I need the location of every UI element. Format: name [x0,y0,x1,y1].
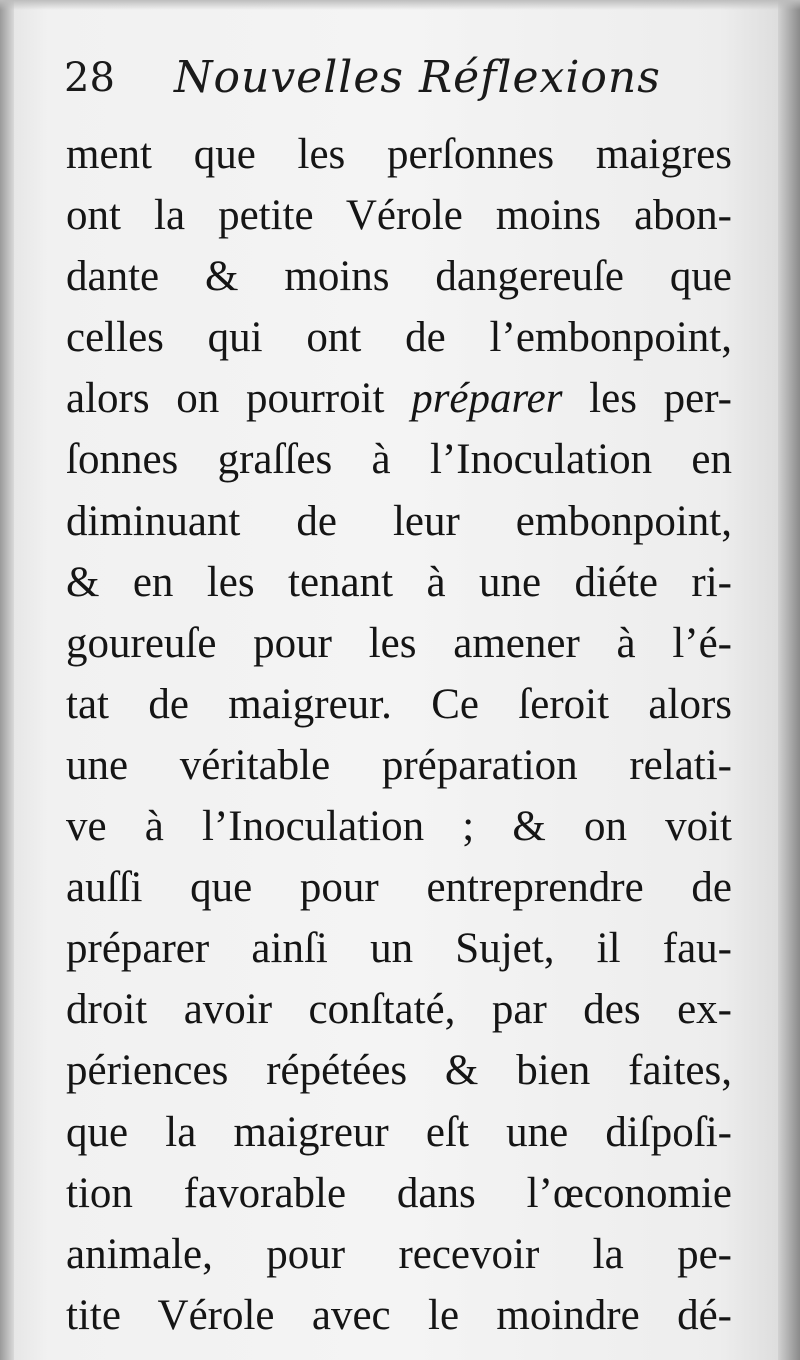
text-line: périences répétées & bien faites, [66,1047,732,1095]
page-number: 28 [64,55,115,101]
text-line: ont la petite Vérole moins abon- [66,192,732,240]
text-line: droit avoir conſtaté, par des ex- [66,986,732,1034]
page-right-edge-shadow [778,0,800,1360]
text-line: que la maigreur eſt une diſpoſi- [66,1108,732,1156]
text-line: auſſi que pour entreprendre de [66,864,732,912]
text-line: animale, pour recevoir la pe- [66,1230,732,1278]
text-line: tat de maigreur. Ce ſeroit alors [66,680,732,728]
page-left-edge-shadow [0,0,14,1360]
text-line: tion favorable dans l’œconomie [66,1169,732,1217]
page-top-edge-shadow [0,0,800,10]
text-line: ve à l’Inoculation ; & on voit [66,803,732,851]
body-text [66,124,732,1346]
page-header [64,48,744,118]
text-line: ment que les perſonnes maigres [66,131,732,178]
text-line: diminuant de leur embonpoint, [66,497,732,545]
text-line: tite Vérole avec le moindre dé- [66,1291,732,1339]
text-segment: les per- [562,375,732,423]
text-line: préparer ainſi un Sujet, il fau- [66,925,732,973]
text-line: & en les tenant à une diéte ri- [66,558,732,606]
text-line: une véritable préparation relati- [66,741,732,789]
running-title: Nouvelles Réflexions [174,52,661,103]
text-line: ſonnes graſſes à l’Inoculation en [66,436,732,484]
text-line [66,368,732,429]
text-line: goureuſe pour les amener à l’é- [66,619,732,667]
text-line: dante & moins dangereuſe que [66,253,732,301]
text-line: celles qui ont de l’embonpoint, [66,314,732,362]
text-segment: alors on pourroit [66,375,412,423]
italic-word: préparer [411,375,563,423]
